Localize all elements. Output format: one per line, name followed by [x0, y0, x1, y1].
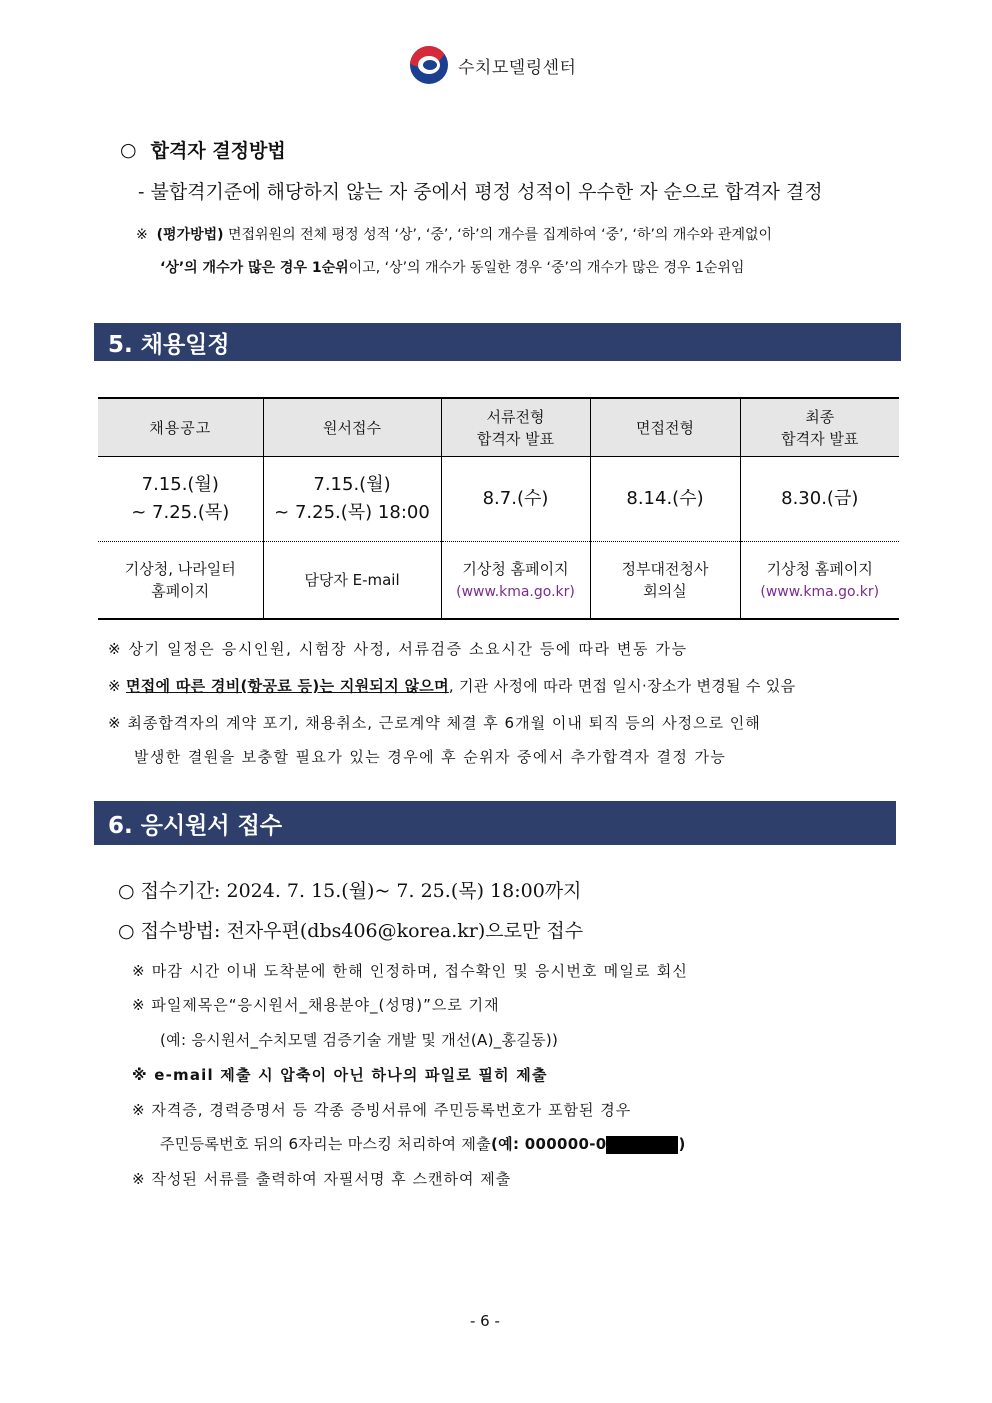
schedule-header-row: [98, 398, 899, 457]
date-cell: 8.7.(수): [441, 457, 590, 542]
header-cell: 채용공고: [98, 398, 263, 457]
place-cell: 기상청 홈페이지 (www.kma.go.kr): [740, 542, 899, 620]
application-note-f: 주민등록번호 뒤의 6자리는 마스킹 처리하여 제출(예: 000000-0 ): [160, 1135, 686, 1153]
section-6-title: 6. 응시원서 접수: [94, 801, 896, 845]
application-method: ○ 접수방법: 전자우편(dbs406@korea.kr)으로만 접수: [118, 920, 584, 942]
date-cell: 8.30.(금): [740, 457, 899, 542]
evaluation-note-2-bold: ‘상’의 개수가 많은 경우 1순위: [160, 260, 349, 276]
decision-title: 합격자 결정방법: [150, 140, 286, 162]
application-period: ○ 접수기간: 2024. 7. 15.(월)~ 7. 25.(목) 18:00까지: [118, 880, 582, 902]
application-note-d: ※ e-mail 제출 시 압축이 아닌 하나의 파일로 필히 제출: [132, 1066, 548, 1084]
application-note-a: ※ 마감 시간 이내 도착분에 한해 인정하며, 접수확인 및 응시번호 메일로 회신: [132, 962, 689, 980]
kma-url-link[interactable]: (www.kma.go.kr): [760, 583, 880, 600]
place-cell: 기상청 홈페이지 (www.kma.go.kr): [441, 542, 590, 620]
decision-criteria: - 불합격기준에 해당하지 않는 자 중에서 평정 성적이 우수한 자 순으로 합격자 결정: [138, 181, 823, 203]
government-emblem-icon: [410, 46, 448, 84]
org-name: 수치모델링센터: [458, 57, 577, 78]
place-cell: 기상청, 나라일터 홈페이지: [98, 542, 263, 620]
page-number: - 6 -: [470, 1312, 500, 1330]
schedule-table: [98, 397, 899, 620]
date-cell: 7.15.(월) ~ 7.25.(목): [98, 457, 263, 542]
schedule-date-row: [98, 457, 899, 542]
application-note-c: (예: 응시원서_수치모델 검증기술 개발 및 개선(A)_홍길동)): [160, 1031, 559, 1049]
schedule-note-2: ※ 면접에 따른 경비(항공료 등)는 지원되지 않으며, 기관 사정에 따라 면접 일시·장소가 변경될 수 있음: [108, 677, 796, 695]
evaluation-note-2-text: 이고, ‘상’의 개수가 동일한 경우 ‘중’의 개수가 많은 경우 1순위임: [348, 260, 745, 276]
circle-bullet-icon: ○: [120, 138, 137, 161]
application-note-e: ※ 자격증, 경력증명서 등 각종 증빙서류에 주민등록번호가 포함된 경우: [132, 1101, 632, 1119]
evaluation-note-text: 면접위원의 전체 평정 성적 ‘상’, ‘중’, ‘하’의 개수를 집계하여 ‘중’, ‘하’의 개수와 관계없이: [223, 227, 773, 243]
decision-heading: [120, 136, 286, 163]
evaluation-note-label: (평가방법): [156, 227, 224, 243]
header-cell: 면접전형: [590, 398, 740, 457]
date-cell: 7.15.(월) ~ 7.25.(목) 18:00: [263, 457, 441, 542]
place-cell: 정부대전청사 회의실: [590, 542, 740, 620]
no-expense-note: 면접에 따른 경비(항공료 등)는 지원되지 않으며: [125, 677, 449, 695]
place-cell: 담당자 E-mail: [263, 542, 441, 620]
header-cell: 최종 합격자 발표: [740, 398, 899, 457]
header-cell: 원서접수: [263, 398, 441, 457]
header-logo: [410, 46, 576, 84]
masked-number: [606, 1136, 678, 1154]
schedule-place-row: [98, 542, 899, 620]
header-cell: 서류전형 합격자 발표: [441, 398, 590, 457]
application-note-g: ※ 작성된 서류를 출력하여 자필서명 후 스캔하여 제출: [132, 1170, 512, 1188]
application-note-b: ※ 파일제목은“응시원서_채용분야_(성명)”으로 기재: [132, 996, 500, 1014]
kma-url-link[interactable]: (www.kma.go.kr): [456, 583, 575, 600]
schedule-note-3b: 발생한 결원을 보충할 필요가 있는 경우에 후 순위자 중에서 추가합격자 결정 가능: [134, 748, 727, 766]
date-cell: 8.14.(수): [590, 457, 740, 542]
schedule-note-3a: ※ 최종합격자의 계약 포기, 채용취소, 근로계약 체결 후 6개월 이내 퇴직 등의 사정으로 인해: [108, 714, 761, 732]
evaluation-note-1: ※ (평가방법) 면접위원의 전체 평정 성적 ‘상’, ‘중’, ‘하’의 개수를 집계하여 ‘중’, ‘하’의 개수와 관계없이: [136, 227, 773, 243]
schedule-note-1: ※ 상기 일정은 응시인원, 시험장 사정, 서류검증 소요시간 등에 따라 변동 가능: [108, 640, 688, 658]
section-5-title: 5. 채용일정: [94, 323, 901, 361]
evaluation-note-2: [160, 257, 900, 277]
